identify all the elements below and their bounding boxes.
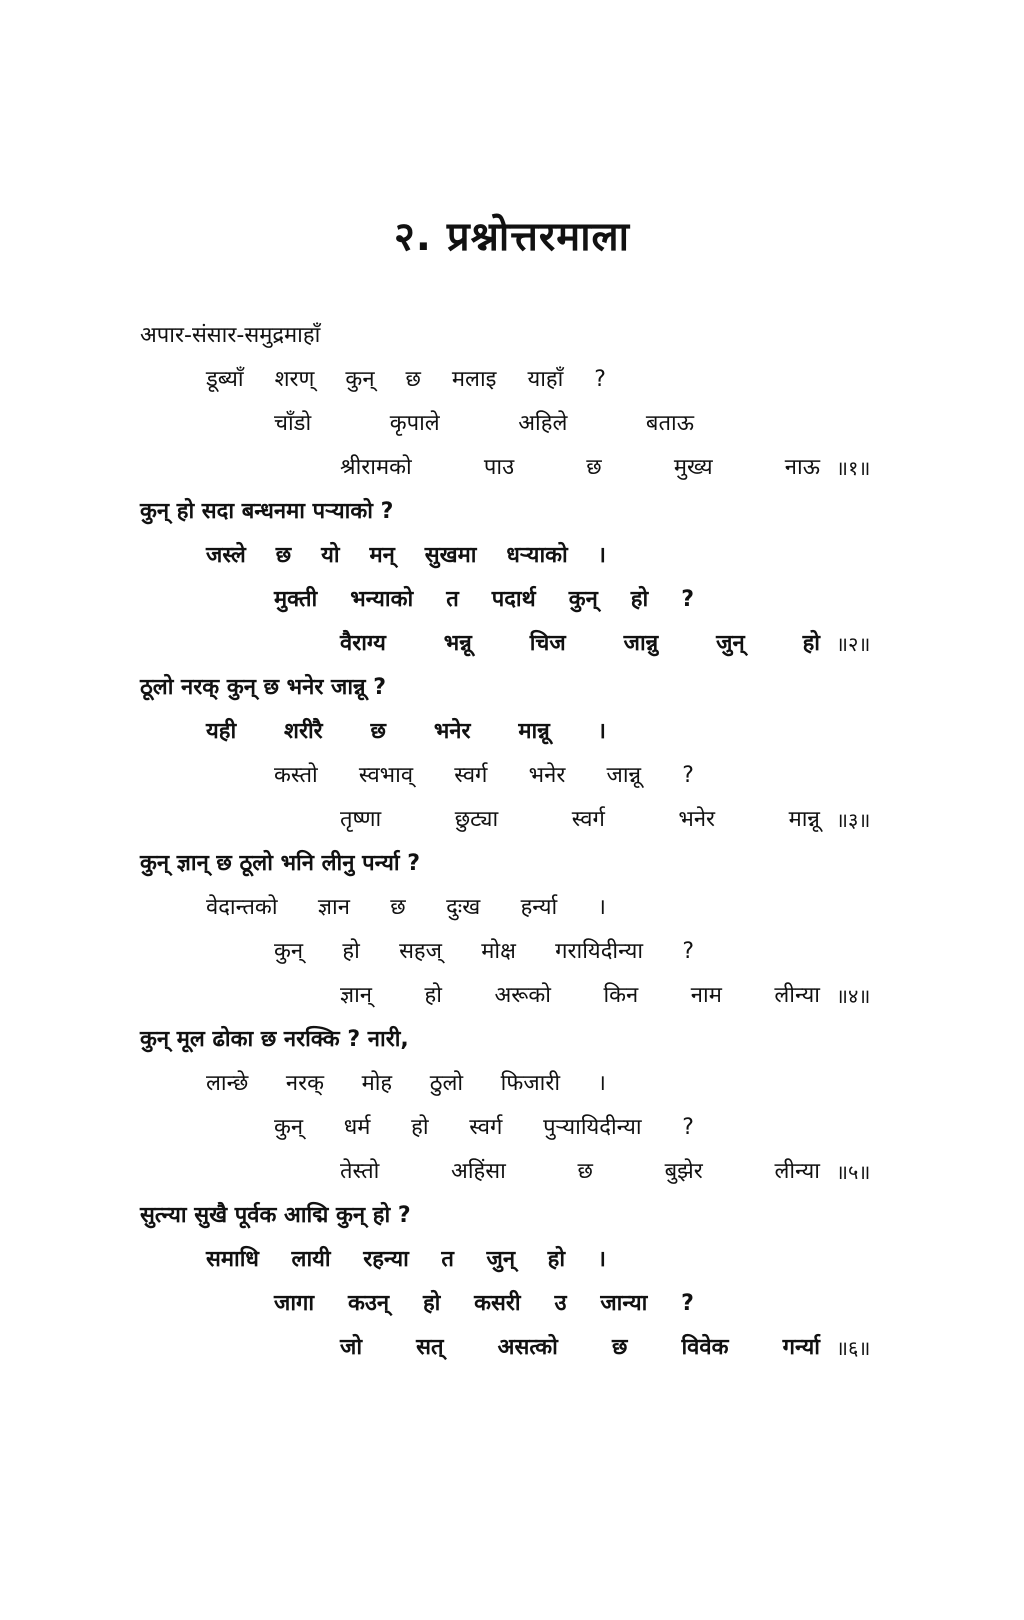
verse-word: लायी — [291, 1247, 331, 1272]
verse-word: वैराग्य — [340, 631, 386, 656]
verse-word: मोक्ष — [481, 939, 516, 964]
verse-word: नाम — [690, 983, 722, 1008]
verse-word: त — [446, 587, 459, 612]
verse-word: हो — [630, 587, 649, 612]
verse-word: त — [441, 1247, 454, 1272]
verse-line — [274, 1112, 694, 1144]
verse-word: छ — [611, 1335, 628, 1360]
verse-word: धऱ्याको — [506, 543, 568, 568]
verse-word: कुन् — [345, 367, 375, 392]
verse-line: कुन् हो सदा बन्धनमा पऱ्याको ? — [140, 499, 394, 524]
verse-word: कृपाले — [389, 411, 440, 436]
verse-word: हो — [424, 983, 442, 1008]
verse-word: कुन् — [568, 587, 598, 612]
verse-word: सहज् — [399, 939, 442, 964]
verse-word: । — [597, 895, 606, 920]
verse-word: हो — [547, 1247, 566, 1272]
verse-number: ॥५॥ — [836, 1160, 871, 1184]
verse-word: धर्म — [343, 1115, 371, 1140]
verse-number: ॥२॥ — [836, 632, 871, 656]
verse-line — [340, 1332, 820, 1364]
verse-word: भनेर — [433, 719, 471, 744]
verse-word: हो — [342, 939, 360, 964]
verse-word: । — [597, 719, 606, 744]
verse-word: ? — [594, 367, 606, 392]
verse-word: छ — [586, 455, 602, 480]
verse-line — [340, 452, 820, 484]
verse-word: पुऱ्यायिदीन्या — [543, 1115, 642, 1140]
verse-word: दुःख — [446, 895, 481, 920]
verse-word: पदार्थ — [491, 587, 536, 612]
verse-line: कुन् ज्ञान् छ ठूलो भनि लीनु पर्न्या ? — [140, 851, 420, 876]
verse-word: छ — [370, 719, 386, 744]
verse-word: हो — [802, 631, 820, 656]
verse-word: । — [597, 543, 606, 568]
verse-line — [206, 892, 606, 924]
verse-word: नाऊ — [784, 455, 820, 480]
verse-word: मान्नू — [788, 807, 820, 832]
verse-number: ॥३॥ — [836, 808, 871, 832]
verse-word: स्वर्ग — [571, 807, 605, 832]
verse-word: फिजारी — [500, 1071, 561, 1096]
verse-word: तेस्तो — [340, 1159, 380, 1184]
verse-word: भनेर — [528, 763, 566, 788]
verse-word: ज्ञान् — [340, 983, 373, 1008]
verse-word: भन्नू — [443, 631, 472, 656]
verse-word: ? — [682, 763, 694, 788]
verse-word: ? — [681, 1291, 694, 1316]
verse-line — [206, 1244, 606, 1276]
verse-line — [274, 408, 694, 440]
verse-word: भन्याको — [350, 587, 414, 612]
verse-word: जान्या — [600, 1291, 648, 1316]
verse-word: जान्नू — [606, 763, 642, 788]
verse-word: ? — [682, 939, 694, 964]
verse-line — [206, 540, 606, 572]
verse-word: श्रीरामको — [340, 455, 412, 480]
verse-word: मुख्य — [673, 455, 713, 480]
verse-word: कुन् — [274, 939, 304, 964]
verse-word: नरक् — [285, 1071, 325, 1096]
verse-word: डूब्याँ — [206, 367, 244, 392]
verse-word: बुझेर — [664, 1159, 703, 1184]
verse-word: रहन्या — [363, 1247, 409, 1272]
verse-word: शरण् — [274, 367, 315, 392]
verse-line — [274, 584, 694, 616]
verse-word: ठुलो — [429, 1071, 464, 1096]
verse-word: अहिंसा — [451, 1159, 506, 1184]
verse-word: यो — [321, 543, 340, 568]
verse-word: सत् — [416, 1335, 444, 1360]
verse-word: यही — [206, 719, 237, 744]
verse-number: ॥६॥ — [836, 1336, 871, 1360]
verse-word: स्वभाव् — [358, 763, 414, 788]
verse-word: ज्ञान — [317, 895, 350, 920]
verse-word: ? — [681, 587, 694, 612]
verse-word: विवेक — [681, 1335, 729, 1360]
verse-word: जो — [340, 1335, 363, 1360]
verse-line: अपार-संसार-समुद्रमाहाँ — [140, 323, 321, 348]
verse-word: जुन् — [716, 631, 745, 656]
verse-line: ठूलो नरक् कुन् छ भनेर जान्नू ? — [140, 675, 386, 700]
verse-word: जुन् — [486, 1247, 516, 1272]
verse-word: छ — [390, 895, 406, 920]
verse-word: भनेर — [678, 807, 716, 832]
verse-word: गरायिदीन्या — [555, 939, 644, 964]
verse-word: शरीरै — [284, 719, 323, 744]
verse-word: लीन्या — [774, 1159, 820, 1184]
verse-line — [340, 628, 820, 660]
verse-word: वेदान्तको — [206, 895, 278, 920]
verse-word: छुट्या — [454, 807, 499, 832]
verse-word: छ — [405, 367, 421, 392]
verse-word: छ — [275, 543, 292, 568]
verse-word: हो — [411, 1115, 429, 1140]
verse-word: स्वर्ग — [454, 763, 488, 788]
verse-word: कउन् — [347, 1291, 390, 1316]
verse-line: सुत्न्या सुखै पूर्वक आद्मि कुन् हो ? — [140, 1203, 411, 1228]
verse-word: किन — [603, 983, 639, 1008]
verse-word: जान्नु — [623, 631, 659, 656]
verse-word: जस्ले — [206, 543, 246, 568]
verse-word: कस्तो — [274, 763, 318, 788]
verse-number: ॥४॥ — [836, 984, 871, 1008]
verse-word: । — [597, 1247, 606, 1272]
verse-line — [206, 1068, 606, 1100]
verse-word: हर्न्या — [520, 895, 558, 920]
verse-word: तृष्णा — [340, 807, 382, 832]
verse-word: चिज — [529, 631, 566, 656]
verse-word: कुन् — [274, 1115, 304, 1140]
verse-word: छ — [577, 1159, 593, 1184]
verse-word: चाँडो — [274, 411, 312, 436]
verse-word: गर्न्या — [782, 1335, 820, 1360]
verse-line — [340, 1156, 820, 1188]
verse-word: मलाइ — [451, 367, 497, 392]
verse-word: अरूको — [494, 983, 551, 1008]
verse-word: हो — [422, 1291, 441, 1316]
verse-line — [274, 1288, 694, 1320]
verse-word: मान्नू — [518, 719, 550, 744]
verse-line — [274, 760, 694, 792]
verse-word: मोह — [361, 1071, 393, 1096]
verse-word: उ — [554, 1291, 567, 1316]
verse-word: मुक्ती — [274, 587, 318, 612]
verse-line — [206, 716, 606, 748]
verse-word: सुखमा — [424, 543, 477, 568]
verse-word: समाधि — [206, 1247, 259, 1272]
verse-word: पाउ — [483, 455, 515, 480]
verse-word: लीन्या — [774, 983, 820, 1008]
verse-word: बताऊ — [645, 411, 694, 436]
verse-number: ॥१॥ — [836, 456, 871, 480]
verse-word: कसरी — [474, 1291, 521, 1316]
verse-word: असत्को — [497, 1335, 558, 1360]
verse-word: मन् — [369, 543, 395, 568]
verse-word: स्वर्ग — [469, 1115, 503, 1140]
verse-word: ? — [682, 1115, 694, 1140]
verse-line — [206, 364, 606, 396]
verse-word: अहिले — [518, 411, 568, 436]
verse-word: याहाँ — [527, 367, 564, 392]
page-title: २. प्रश्नोत्तरमाला — [393, 214, 631, 260]
verse-word: लान्छे — [206, 1071, 249, 1096]
verse-line: कुन् मूल ढोका छ नरक्कि ? नारी, — [140, 1027, 409, 1052]
verse-line — [340, 804, 820, 836]
verse-line — [340, 980, 820, 1012]
verse-word: जागा — [274, 1291, 315, 1316]
verse-word: । — [597, 1071, 606, 1096]
verse-line — [274, 936, 694, 968]
